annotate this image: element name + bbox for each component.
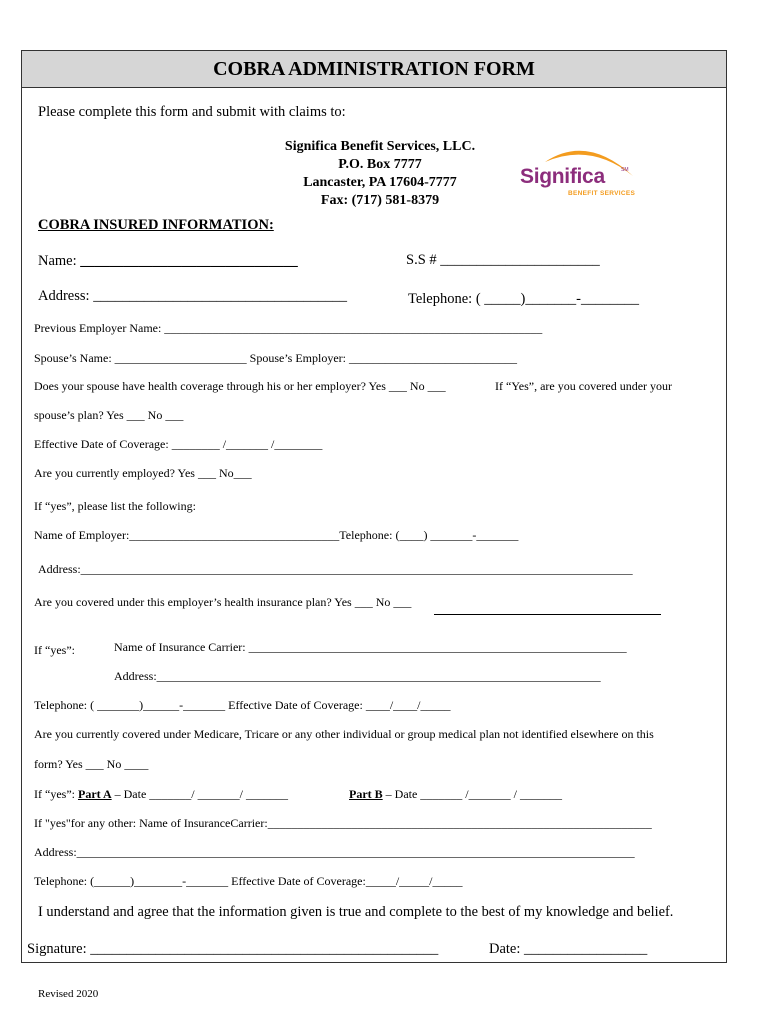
company-po-box: P.O. Box 7777 xyxy=(338,157,422,172)
spouse-plan-question-part1: If “Yes”, are you covered under your xyxy=(495,379,673,393)
part-b-field[interactable] xyxy=(349,787,562,802)
spouse-coverage-question[interactable]: Does your spouse have health coverage through his or her employer? Yes ___ No ___ xyxy=(34,379,446,393)
logo-wordmark: Significa xyxy=(520,165,605,188)
previous-employer-field[interactable]: Previous Employer Name: _______________________________________________________________ xyxy=(34,321,543,335)
part-a-prefix: If “yes”: xyxy=(34,787,78,801)
company-address-block xyxy=(255,138,505,210)
employer-name-phone-field[interactable]: Name of Employer:___________________________________Telephone: (____) _______-_______ xyxy=(34,528,519,542)
name-label: Name: xyxy=(38,253,81,269)
spouse-name-employer-field[interactable]: Spouse’s Name: ______________________ Spouse’s Employer: ____________________________ xyxy=(34,351,517,365)
signature-field[interactable]: Signature: ________________________________________________ xyxy=(27,941,439,957)
ss-field[interactable] xyxy=(406,252,600,269)
logo-service-mark: SM xyxy=(621,167,629,173)
form-title: COBRA ADMINISTRATION FORM xyxy=(22,51,726,88)
company-fax: Fax: (717) 581-8379 xyxy=(320,193,440,208)
effective-date-field[interactable]: Effective Date of Coverage: ________ /_______ /________ xyxy=(34,437,323,451)
medicare-question-part2[interactable]: form? Yes ___ No ____ xyxy=(34,757,149,771)
telephone-field[interactable]: Telephone: ( _____)_______-________ xyxy=(408,291,639,307)
address-field[interactable] xyxy=(38,288,347,305)
other-phone-effective-date[interactable]: Telephone: (______)________-_______ Effective Date of Coverage:_____/_____/_____ xyxy=(34,874,463,888)
significa-logo xyxy=(517,140,657,202)
name-line[interactable]: ______________________________ xyxy=(80,253,298,269)
logo-tagline: BENEFIT SERVICES xyxy=(568,190,636,197)
carrier-phone-effective-date[interactable]: Telephone: ( _______)______-_______ Effective Date of Coverage: ____/____/_____ xyxy=(34,698,451,712)
if-yes-list-instruction: If “yes”, please list the following: xyxy=(34,499,196,513)
company-city: Lancaster, PA 17604-7777 xyxy=(303,175,457,190)
currently-employed-question[interactable]: Are you currently employed? Yes ___ No___ xyxy=(34,466,252,480)
agreement-statement: I understand and agree that the information given is true and complete to the best of my knowledge and belief. xyxy=(38,904,674,920)
other-carrier-field[interactable]: If "yes"for any other: Name of InsuranceCarrier:________________________________________________________________ xyxy=(34,816,652,830)
section-heading: COBRA INSURED INFORMATION: xyxy=(38,217,274,233)
other-address-field[interactable]: Address:_____________________________________________________________________________________________ xyxy=(34,845,635,859)
company-name: Significa Benefit Services, LLC. xyxy=(284,139,476,154)
name-field[interactable] xyxy=(38,253,298,270)
ss-label: S.S # xyxy=(406,252,441,268)
medicare-question-part1: Are you currently covered under Medicare, Tricare or any other individual or group medical plan not identified elsewhere on this xyxy=(34,727,654,741)
part-b-date[interactable]: – Date _______ /_______ / _______ xyxy=(382,787,562,801)
spouse-plan-question-part2[interactable]: spouse’s plan? Yes ___ No ___ xyxy=(34,408,184,422)
insurance-carrier-field[interactable]: Name of Insurance Carrier: _______________________________________________________________ xyxy=(114,640,627,654)
date-field[interactable]: Date: _________________ xyxy=(489,941,648,957)
part-a-label: Part A xyxy=(77,787,112,801)
address-line[interactable]: ___________________________________ xyxy=(93,288,347,304)
part-b-label: Part B xyxy=(349,787,383,801)
carrier-address-field[interactable]: Address:__________________________________________________________________________ xyxy=(114,669,601,683)
if-yes-label: If “yes”: xyxy=(34,643,75,657)
part-a-date[interactable]: – Date _______/ _______/ _______ xyxy=(111,787,288,801)
employer-address-field[interactable]: Address:____________________________________________________________________________________________ xyxy=(38,562,633,576)
intro-text: Please complete this form and submit with claims to: xyxy=(38,104,346,120)
revision-note: Revised 2020 xyxy=(38,988,99,1000)
employer-plan-rule xyxy=(434,614,661,615)
address-label: Address: xyxy=(38,288,94,304)
employer-plan-question[interactable]: Are you covered under this employer’s health insurance plan? Yes ___ No ___ xyxy=(34,595,412,609)
ss-line[interactable]: ______________________ xyxy=(440,252,600,268)
part-a-field[interactable] xyxy=(34,787,288,802)
